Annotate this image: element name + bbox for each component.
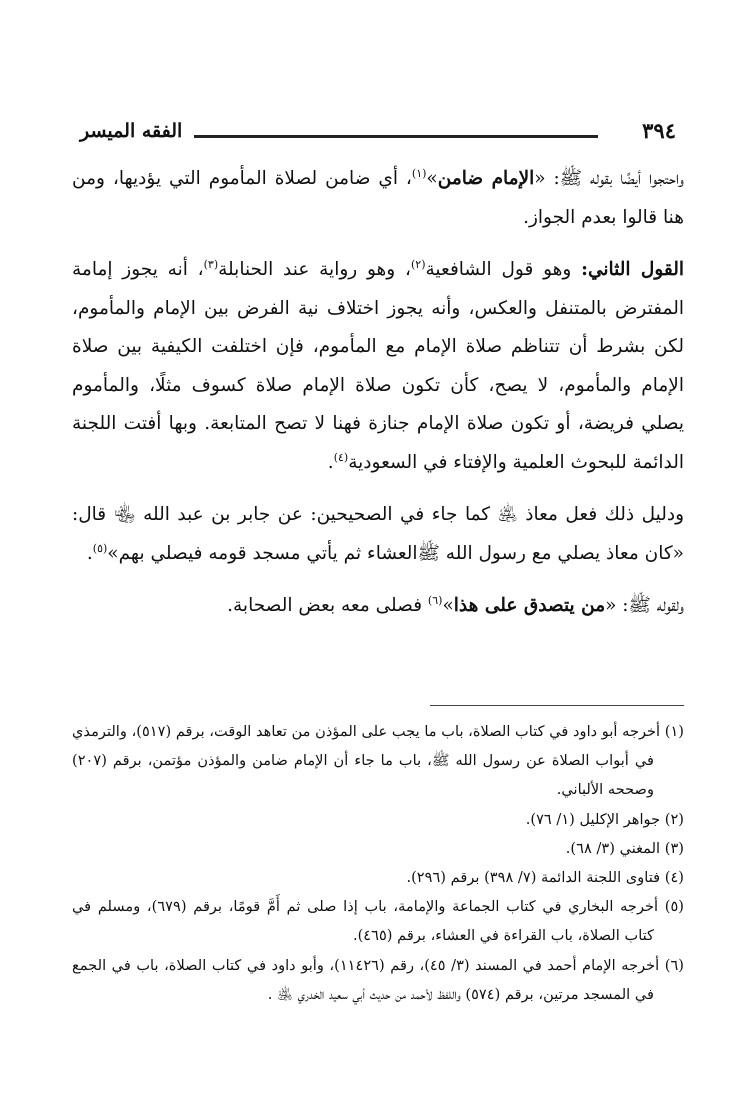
footnote-ref: (٦) <box>427 593 443 607</box>
footnote-1: (١) أخرجه أبو داود في كتاب الصلاة، باب ما يجب على المؤذن من تعاهد الوقت، برقم (٥١٧)، والترمذي في أبواب الصلاة عن رسول الله ﷺ، باب ما جاء أن الإمام ضامن والمؤذن مؤتمن، برقم (٢٠٧) وصححه الألباني. <box>72 723 684 799</box>
paragraph-1 <box>72 160 684 237</box>
book-title: الفقه الميسر <box>80 120 183 142</box>
page-number: ٣٩٤ <box>642 118 676 143</box>
text-run: . <box>86 542 93 564</box>
text-run: ودليل ذلك فعل معاذ ﵁ كما جاء في الصحيحين: عن جابر بن عبد الله ﵄ قال: «كان معاذ يصلي مع رسول الله ﷺالعشاء ثم يأتي مسجد قومه فيصلي بهم» <box>72 504 684 564</box>
text-run: ، وهو رواية عند الحنابلة <box>218 259 411 280</box>
section-label: القول الثاني: <box>581 259 685 280</box>
footnote-ref: (٤) <box>333 450 349 464</box>
footnote-ref: (٣) <box>203 257 219 271</box>
quoted-hadith: الإمام ضامن <box>437 168 535 189</box>
text-run: . <box>327 451 334 473</box>
footnote-6: (٦) أخرجه الإمام أحمد في المسند (٣/ ٤٥)، رقم (١١٤٢٦)، وأبو داود في كتاب الصلاة، باب في الجمع في المسجد مرتين، برقم (٥٧٤) واللفظ لأحمد من حديث أبي سعيد الخدري ﵁ . <box>72 956 684 1003</box>
quoted-hadith: من يتصدق على هذا <box>453 595 606 616</box>
footnotes <box>72 717 684 1009</box>
page-header <box>72 114 684 150</box>
footnote-ref: (٢) <box>411 257 426 271</box>
text-run: وهو قول الشافعية <box>425 259 582 280</box>
footnote-ref: (٥) <box>92 541 108 555</box>
text-run: » <box>426 168 438 189</box>
text-run: ولقوله ﷺ: « <box>605 595 684 616</box>
text-run: ، أي ضامن لصلاة المأموم التي يؤديها، ومن هنا قالوا بعدم الجواز. <box>72 168 684 228</box>
header-rule <box>194 135 598 138</box>
text-run: فصلى معه بعض الصحابة. <box>227 595 428 616</box>
footnote-2: (٢) جواهر الإكليل (١/ ٧٦). <box>525 810 684 828</box>
footnote-4: (٤) فتاوى اللجنة الدائمة (٧/ ٣٩٨) برقم (٢٩٦). <box>406 869 684 887</box>
text-run: واحتجوا أيضًا بقوله ﷺ: « <box>534 168 684 189</box>
main-text <box>72 160 684 626</box>
footnote-5: (٥) أخرجه البخاري في كتاب الجماعة والإمامة، باب إذا صلى ثم أَمَّ قومًا، برقم (٦٧٩)، ومسلم في كتاب الصلاة، باب القراءة في العشاء، برقم (٤٦٥). <box>72 898 684 945</box>
text-run: » <box>442 595 454 616</box>
footnote-3: (٣) المغني (٣/ ٦٨). <box>565 839 684 857</box>
paragraph-4 <box>72 587 684 626</box>
footnote-ref: (١) <box>411 166 427 180</box>
footnote-separator <box>430 705 684 706</box>
paragraph-2 <box>72 251 684 482</box>
text-run: ، أنه يجوز إمامة المفترض بالمتنفل والعكس، وأنه يجوز اختلاف نية الفرض بين الإمام والمأموم، لكن بشرط أن تتناظم صلاة الإمام مع المأموم، فإن اختلفت الكيفية بين صلاة الإمام والمأموم، لا يصح، كأن تكون صلاة الإمام صلاة كسوف مثلًا، والمأموم يصلي فريضة، أو تكون صلاة الإمام جنازة فهنا لا تصح المتابعة. وبها أفتت اللجنة الدائمة للبحوث العلمية والإفتاء في السعودية <box>72 259 684 473</box>
paragraph-3 <box>72 496 684 573</box>
